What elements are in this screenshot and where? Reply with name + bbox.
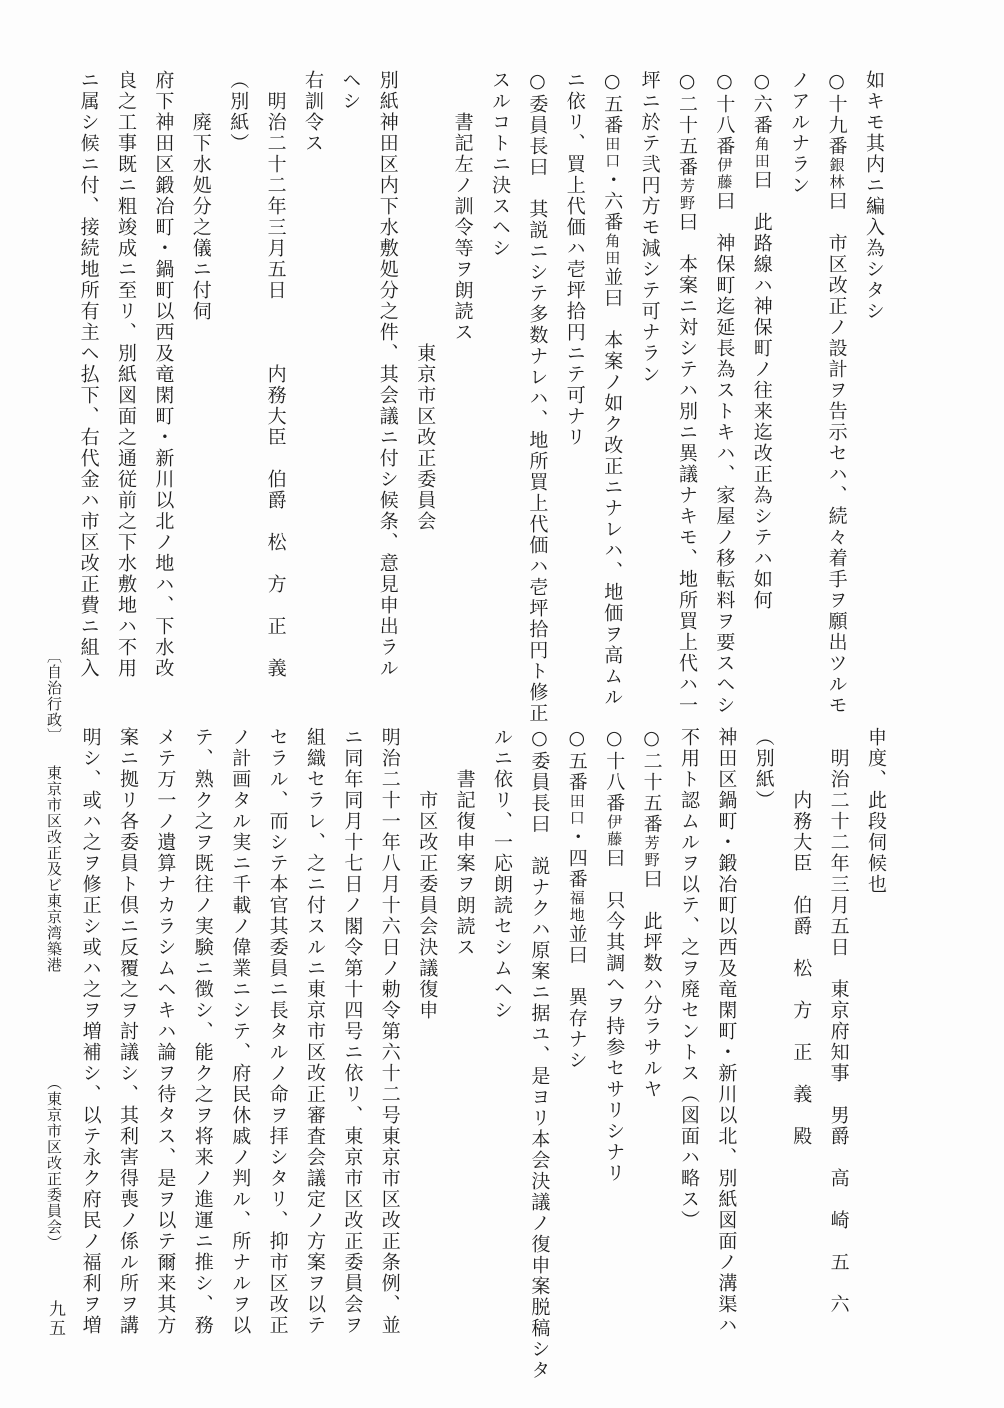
speaker-name: 芳野 <box>642 835 661 869</box>
speaker-name: 伊藤 <box>605 814 624 848</box>
column-text: 府下神田区鍛冶町・鍋町以西及竜閑町・新川以北ノ地ハ、下水改 <box>152 70 175 679</box>
column-text: ○六番 <box>750 70 773 136</box>
column-text: 曰 此路線ハ神保町ノ往来迄改正為シテハ如何 <box>750 170 773 611</box>
speaker-name: 田口 <box>567 793 586 827</box>
text-column <box>266 70 285 679</box>
column-text: ○十九番 <box>825 70 848 157</box>
footer-series: 〔自治行政〕 <box>45 648 63 744</box>
text-column <box>341 727 364 1336</box>
text-column <box>565 70 584 448</box>
text-column <box>79 70 98 679</box>
text-column <box>455 727 474 958</box>
text-column <box>603 727 626 1184</box>
column-text: 市区改正委員会決議復申 <box>416 727 439 1021</box>
column-text: 右訓令ス <box>302 70 324 154</box>
column-text: 明治二十一年八月十六日ノ勅令第六十二号東京市区改正条例、並 <box>378 727 401 1336</box>
column-text: ○委員長曰 其説ニシテ多数ナレハ、地所買上代価ハ壱坪拾円ト修正 <box>526 70 549 724</box>
text-column <box>752 70 771 611</box>
column-text: ニ同年同月十七日ノ閣令第十四号ニ依リ、東京市区改正委員会ヲ <box>341 727 364 1336</box>
column-text: 良之工事既ニ粗竣成ニ至リ、別紙図面之通従前之下水敷地ハ不用 <box>115 70 137 679</box>
text-column <box>380 727 399 1336</box>
column-text: ○五番 <box>565 727 588 793</box>
column-text: メテ万一ノ遺算ナカラシムヘキハ論ヲ待タス、是ヲ以テ爾来其方 <box>154 727 177 1336</box>
column-text: 曰 神保町迄延長為ストキハ、家屋ノ移転料ヲ要スヘシ <box>713 191 736 716</box>
text-column <box>191 70 210 322</box>
text-column <box>788 70 811 196</box>
column-text: 不用ト認ムルヲ以テ、之ヲ廃セントス（図面ハ略ス） <box>678 727 700 1231</box>
column-text: ・六番 <box>601 170 624 233</box>
speaker-name: 福地 <box>567 890 586 924</box>
column-text: ルニ依リ、一応朗読セシムヘシ <box>491 727 513 1021</box>
column-text: ニ属シ候ニ付、接続地所有主ヘ払下、右代金ハ市区改正費ニ組入 <box>77 70 100 679</box>
text-column <box>713 70 736 716</box>
text-column <box>715 727 738 1336</box>
text-column <box>227 70 250 154</box>
column-text: （別紙） <box>752 727 775 811</box>
text-column <box>414 70 437 532</box>
text-column <box>416 727 439 1021</box>
footer-source: （東京市区改正委員会） <box>45 1075 63 1251</box>
column-text: ○十八番 <box>603 727 626 814</box>
column-text: 並曰 本案ノ如ク改正ニナレハ、地価ヲ高ムル <box>601 267 624 708</box>
column-text: ・四番 <box>565 827 588 890</box>
column-text: 内務大臣 伯爵 松 方 正 義 殿 <box>790 727 813 1147</box>
speaker-name: 田口 <box>603 136 622 170</box>
text-column <box>827 70 846 716</box>
text-column <box>339 70 362 112</box>
column-text: ○十八番 <box>713 70 736 157</box>
text-column <box>864 70 883 322</box>
speaker-name: 芳野 <box>678 178 696 212</box>
column-text: 案ニ拠リ各委員ト倶ニ反覆之ヲ討議シ、其利害得喪ノ係ル所ヲ講 <box>117 727 139 1336</box>
column-text: 明治二十二年三月五日 東京府知事 男爵 高 崎 五 六 <box>827 727 850 1315</box>
text-column <box>490 70 509 259</box>
text-column <box>790 727 813 1147</box>
column-text: 書記復申案ヲ朗読ス <box>453 727 476 958</box>
column-text: スルコトニ決スヘシ <box>489 70 511 259</box>
text-column <box>453 70 472 343</box>
speaker-name: 角田 <box>603 233 622 267</box>
column-text: 坪ニ於テ弐円方モ減シテ可ナラン <box>638 70 661 385</box>
text-column <box>567 727 586 1071</box>
column-text: ○五番 <box>601 70 624 136</box>
text-column <box>866 727 885 895</box>
text-column <box>154 727 177 1336</box>
text-column <box>677 70 696 716</box>
column-text: （別紙） <box>227 70 250 154</box>
text-column <box>640 70 659 385</box>
column-text: 曰 此坪数ハ分ラサルヤ <box>640 869 663 1100</box>
column-text: ノ計画タル実ニ千載ノ偉業ニシテ、府民休戚ノ判ル、所ナルヲ以 <box>229 727 252 1336</box>
column-text: 曰 只今其調ヘヲ持参セサリシナリ <box>603 848 626 1184</box>
text-column <box>754 727 773 811</box>
column-text: 別紙神田区内下水敷処分之件、其会議ニ付シ候条、意見申出ラル <box>376 70 399 679</box>
footer-chapter: 東京市区改正及ビ東京湾築港 <box>45 765 63 973</box>
speaker-name: 銀林 <box>827 157 846 191</box>
text-column <box>378 70 397 679</box>
column-text: 廃下水処分之儀ニ付伺 <box>189 70 212 322</box>
text-column <box>229 727 252 1336</box>
column-text: ニ依リ、買上代価ハ壱坪拾円ニテ可ナリ <box>563 70 586 448</box>
text-column <box>268 727 287 1336</box>
column-text: ○二十五番 <box>676 70 698 178</box>
column-text: ○二十五番 <box>640 727 663 835</box>
text-column <box>528 727 551 1381</box>
column-text: 曰 本案ニ対シテハ別ニ異議ナキモ、地所買上代ハ一 <box>676 212 698 716</box>
text-column <box>303 70 322 154</box>
column-text: ○委員長曰 説ナクハ原案ニ据ユ、是ヨリ本会決議ノ復申案脱稿シタ <box>528 727 551 1381</box>
text-column <box>679 727 698 1231</box>
column-text: セラル、而シテ本官其委員ニ長タルノ命ヲ拝シタリ、抑市区改正 <box>266 727 289 1336</box>
text-column <box>118 727 137 1336</box>
column-text: テ、熟ク之ヲ既往ノ実験ニ徴シ、能ク之ヲ将来ノ進運ニ推シ、務 <box>191 727 214 1336</box>
column-text: 組織セラレ、之ニ付スルニ東京市区改正審査会議定ノ方案ヲ以テ <box>304 727 326 1336</box>
speaker-name: 伊藤 <box>715 157 734 191</box>
text-column <box>116 70 135 679</box>
column-text: 曰 市区改正ノ設計ヲ告示セハ、続々着手ヲ願出ツルモ <box>825 191 848 716</box>
text-column <box>642 727 661 1100</box>
page-number: 九五 <box>45 1300 65 1338</box>
column-text: 申度、此段伺候也 <box>865 727 887 895</box>
text-column <box>829 727 848 1315</box>
column-text: 書記左ノ訓令等ヲ朗読ス <box>451 70 474 343</box>
text-column <box>492 727 511 1021</box>
speaker-name: 角田 <box>752 136 771 170</box>
text-column <box>305 727 324 1336</box>
column-text: ヘシ <box>339 70 362 112</box>
text-column <box>193 727 212 1336</box>
text-column <box>152 70 175 679</box>
column-text: 神田区鍋町・鍛冶町以西及竜閑町・新川以北、別紙図面ノ溝渠ハ <box>715 727 738 1336</box>
column-text: ノアルナラン <box>788 70 811 196</box>
column-text: 如キモ其内ニ編入為シタシ <box>863 70 885 322</box>
column-text: 並曰 異存ナシ <box>565 924 588 1071</box>
column-text: 明治二十二年三月五日 内務大臣 伯爵 松 方 正 義 <box>264 70 287 679</box>
text-column <box>601 70 624 708</box>
column-text: 明シ、或ハ之ヲ修正シ或ハ之ヲ増補シ、以テ永ク府民ノ福利ヲ増 <box>79 727 102 1336</box>
text-column <box>526 70 549 724</box>
text-column <box>81 727 100 1336</box>
column-text: 東京市区改正委員会 <box>414 70 437 532</box>
